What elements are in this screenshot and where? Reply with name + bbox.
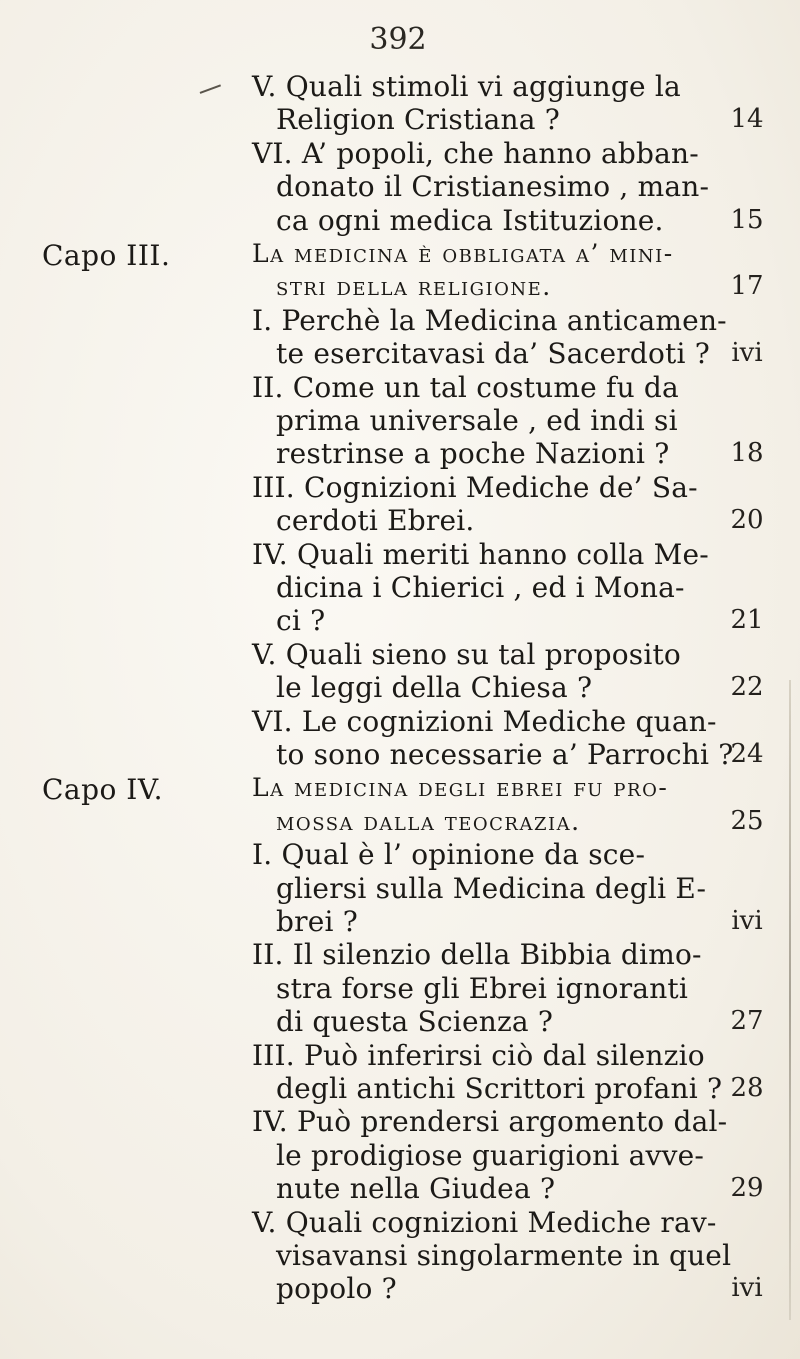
entry-line: le prodigiose guarigioni avve- [276, 1138, 705, 1172]
chapter-heading: Capo IV. [42, 773, 164, 807]
entry-page-number: 27 [730, 1006, 764, 1037]
chapter-title [252, 771, 686, 838]
toc-entry [252, 537, 709, 638]
entry-line: cerdoti Ebrei. [276, 504, 475, 538]
entry-line: II. Il silenzio della Bibbia dimo- [252, 938, 702, 972]
page-number: 392 [369, 22, 427, 57]
entry-line: VI. Le cognizioni Mediche quan- [252, 704, 717, 738]
entry-line: gliersi sulla Medicina degli E- [276, 871, 707, 905]
chapter-title-line: mossa dalla teocrazia. [276, 806, 581, 836]
entry-page-number: 22 [730, 672, 764, 703]
toc-entry [252, 1205, 732, 1306]
entry-line: nute nella Giudea ? [276, 1172, 556, 1206]
page-edge [789, 680, 791, 1320]
entry-line: ci ? [276, 604, 326, 638]
entry-page-number: ivi [731, 906, 763, 936]
entry-line: III. Può inferirsi ciò dal silenzio [252, 1038, 705, 1072]
entry-line: VI. A’ popoli, che hanno abban- [252, 136, 699, 170]
entry-line: Religion Cristiana ? [276, 103, 560, 137]
entry-line: restrinse a poche Nazioni ? [276, 437, 670, 471]
entry-line: visavansi singolarmente in quel [276, 1239, 732, 1272]
entry-line: ca ogni medica Istituzione. [276, 203, 664, 237]
entry-line: le leggi della Chiesa ? [276, 671, 593, 705]
chapter-title-line: La medicina è obbligata a’ mini- [252, 239, 674, 268]
entry-line: prima universale , ed indi si [276, 404, 678, 437]
entry-line: I. Qual è l’ opinione da sce- [252, 838, 646, 872]
chapter-title-line: La medicina degli ebrei fu pro- [252, 773, 669, 803]
entry-page-number: 18 [730, 438, 764, 469]
toc-entry [252, 938, 702, 1039]
entry-page-number: 21 [730, 605, 764, 636]
margin-mark [200, 84, 223, 97]
entry-line: III. Cognizioni Mediche de’ Sa- [252, 470, 698, 504]
toc-entry [252, 136, 710, 237]
entry-page-number: 15 [730, 204, 764, 235]
entry-page-number: 24 [730, 739, 764, 769]
entry-line: degli antichi Scrittori profani ? [276, 1072, 723, 1105]
entry-line: I. Perchè la Medicina anticamen- [252, 303, 727, 337]
entry-line: V. Quali sieno su tal proposito [252, 637, 681, 671]
entry-line: II. Come un tal costume fu da [252, 370, 679, 404]
entry-line: IV. Può prendersi argomento dal- [252, 1105, 728, 1139]
toc-entry [252, 638, 686, 705]
entry-line: donato il Cristianesimo , man- [276, 170, 710, 204]
entry-line: IV. Quali meriti hanno colla Me- [252, 537, 709, 571]
entry-page-number: 20 [730, 505, 764, 536]
toc-entry [252, 70, 686, 137]
entry-line: brei ? [276, 905, 358, 938]
entry-line: V. Quali stimoli vi aggiunge la [252, 70, 681, 103]
entry-page-number: ivi [731, 338, 763, 369]
toc-entry [252, 303, 727, 371]
toc-entry [252, 838, 707, 938]
entry-page-number: 14 [730, 104, 764, 135]
entry-page-number: 17 [730, 271, 764, 302]
entry-line: te esercitavasi da’ Sacerdoti ? [276, 337, 710, 371]
toc-entry [252, 371, 686, 471]
entry-line: V. Quali cognizioni Mediche rav- [252, 1205, 717, 1239]
toc-entry [252, 470, 698, 538]
entry-line: to sono necessarie a’ Parrochi ? [276, 738, 734, 771]
entry-page-number: 29 [730, 1173, 764, 1204]
chapter-title-line: stri della religione. [276, 272, 552, 302]
entry-page-number: 28 [730, 1073, 764, 1103]
toc-entry [252, 1105, 728, 1206]
chapter-heading: Capo III. [42, 239, 171, 272]
entry-page-number: ivi [731, 1273, 763, 1304]
entry-page-number: 25 [730, 805, 764, 836]
entry-line: di questa Scienza ? [276, 1005, 554, 1039]
toc-entry [252, 1038, 723, 1106]
entry-line: dicina i Chierici , ed i Mona- [276, 571, 685, 604]
entry-line: stra forse gli Ebrei ignoranti [276, 971, 689, 1005]
chapter-title [252, 237, 686, 304]
entry-line: popolo ? [276, 1272, 397, 1306]
toc-entry [252, 704, 734, 772]
